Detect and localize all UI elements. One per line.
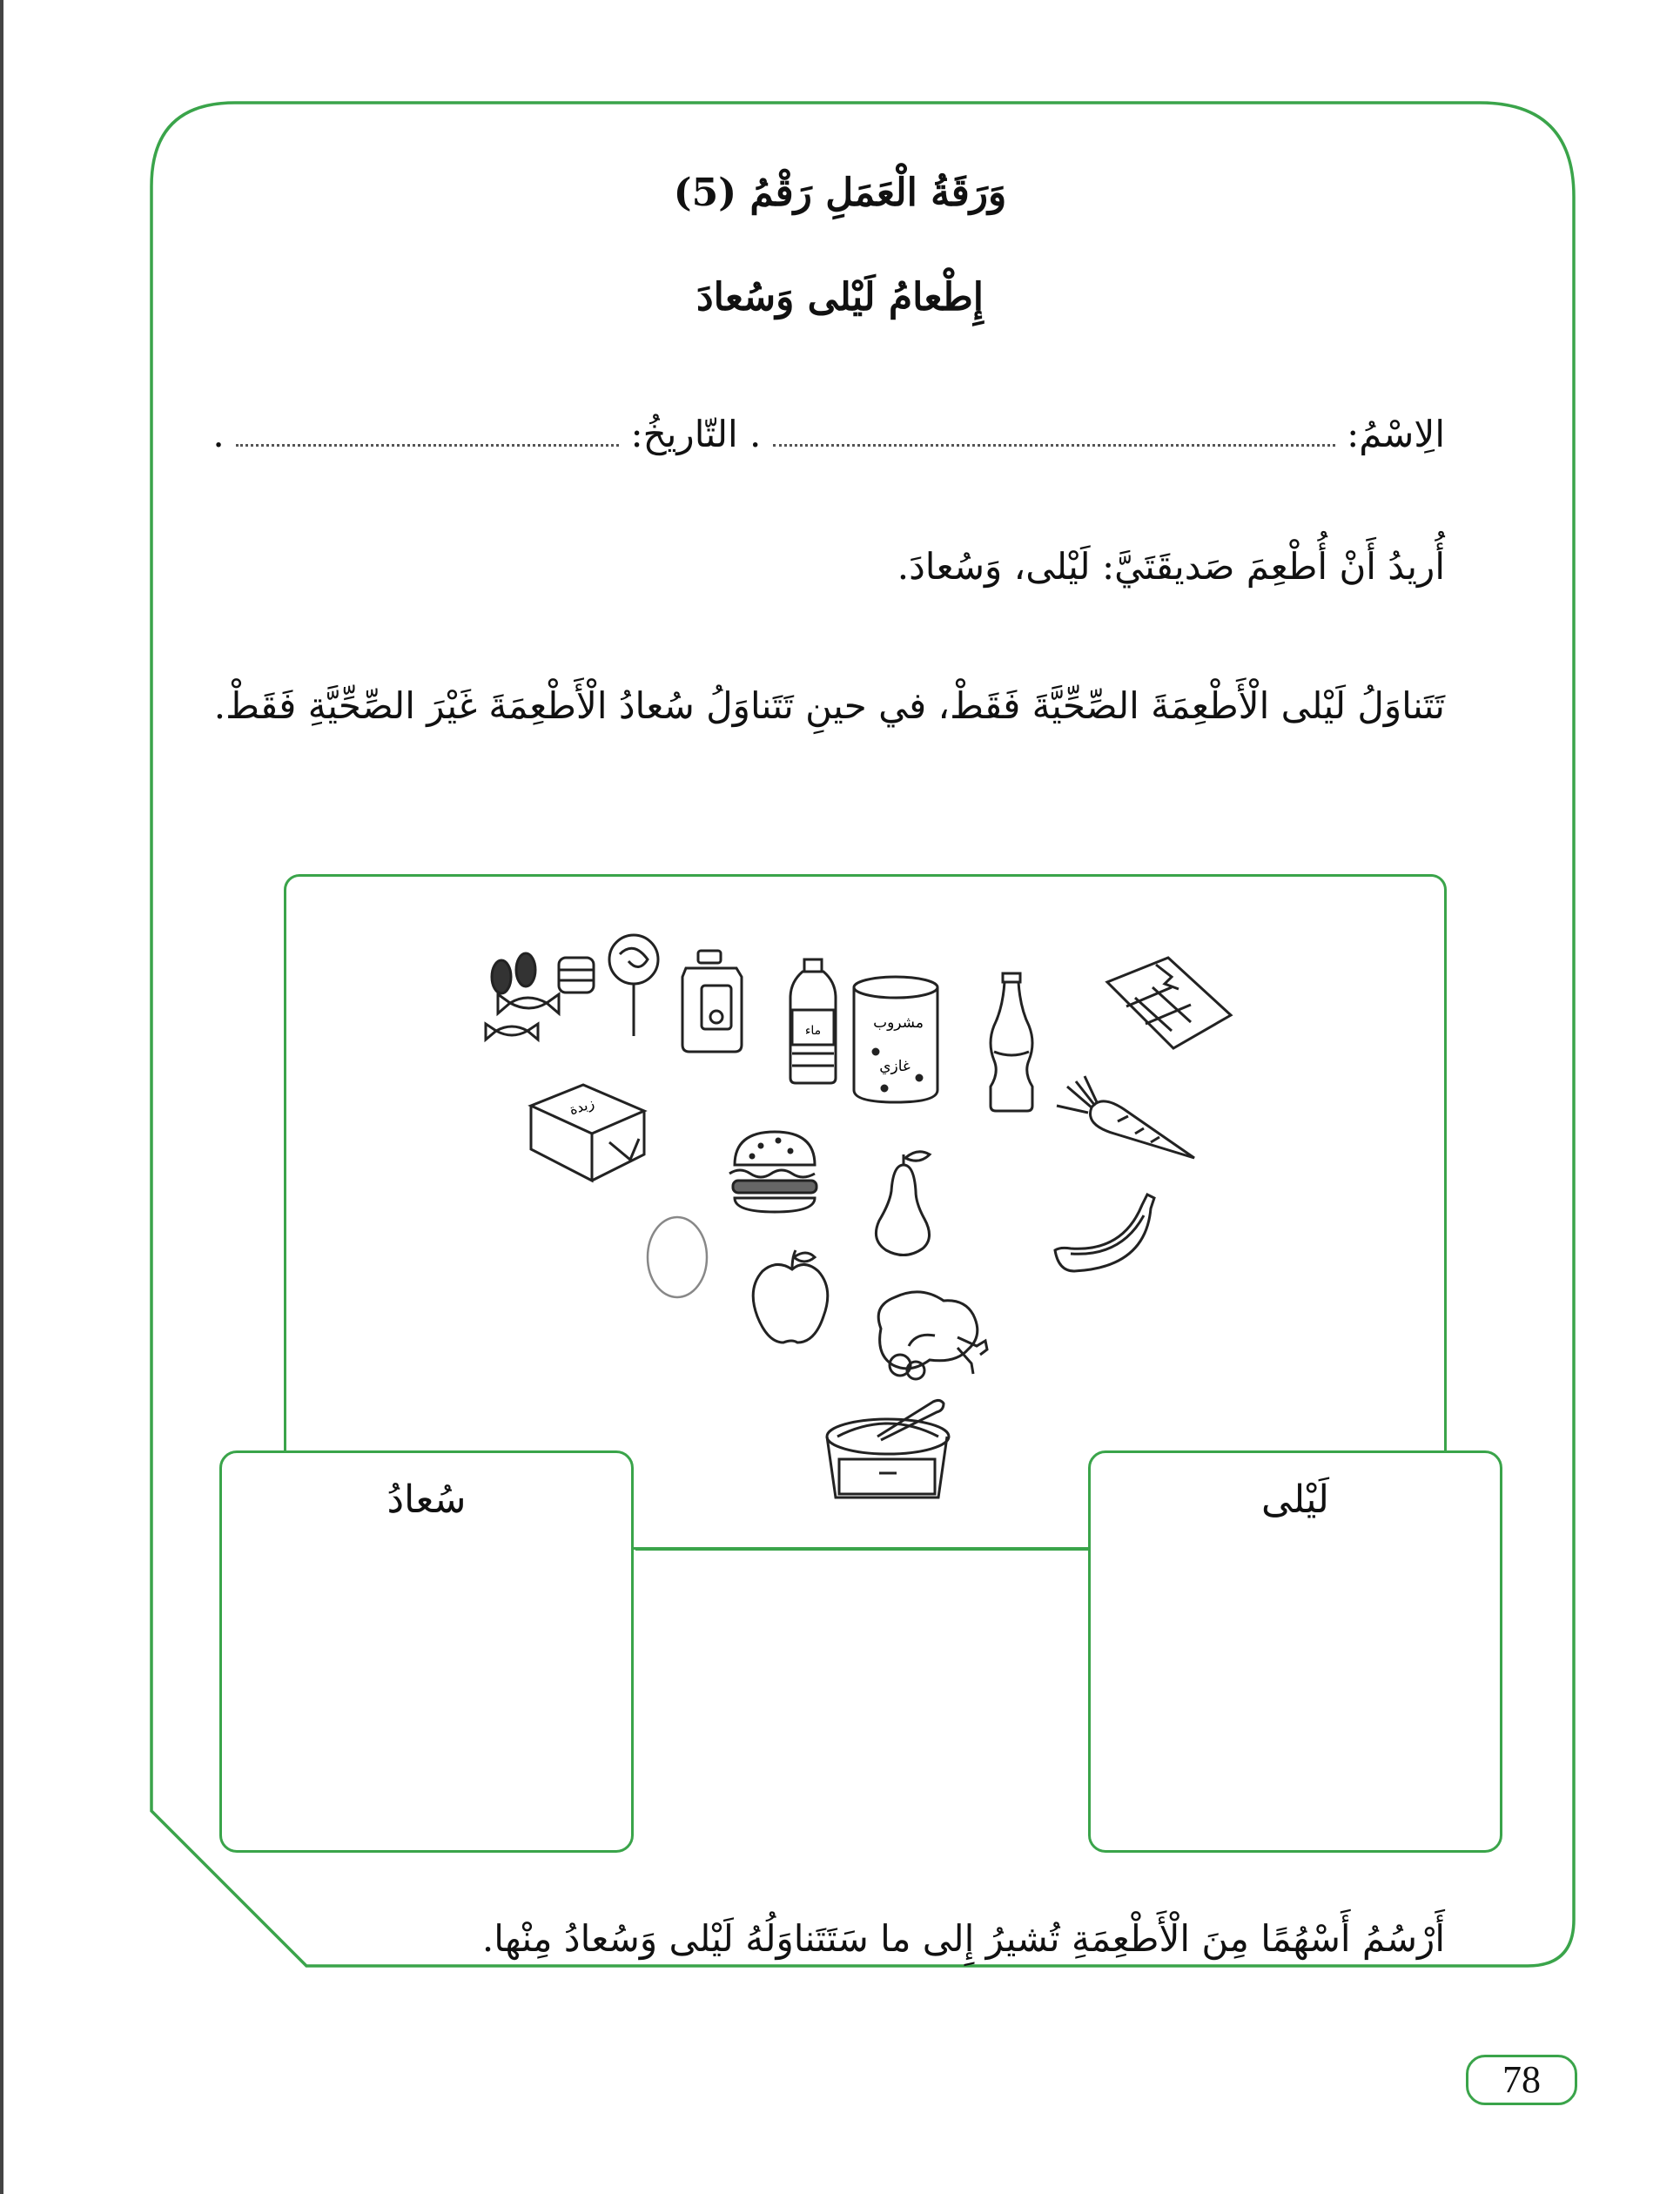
butter-block-icon[interactable] [526,1081,649,1184]
lollipop-icon[interactable] [601,928,670,1041]
worksheet-subtitle: إِطْعامُ لَيْلى وَسُعادَ [696,275,984,320]
juice-jug-icon[interactable] [675,949,750,1053]
egg-icon[interactable] [642,1210,712,1301]
carrot-icon[interactable] [1053,1073,1196,1163]
box-connector-line [635,1548,1097,1551]
cola-bottle-icon[interactable] [987,972,1036,1114]
chocolate-bar-icon[interactable] [1104,956,1234,1052]
suad-label: سُعادُ [386,1477,467,1522]
soda-can-icon[interactable] [850,973,942,1106]
chicken-icon[interactable] [867,1285,989,1381]
name-label: الِاسْمُ: [1347,413,1445,455]
intro-text: أُريدُ أَنْ أُطْعِمَ صَديقَتَيَّ: لَيْلى، وَسُعادَ. [897,545,1445,588]
yogurt-tub-icon[interactable] [823,1396,954,1504]
soda-can-label-bottom: غازي [879,1058,911,1075]
apple-icon[interactable] [750,1247,836,1344]
date-field[interactable] [236,444,619,447]
suad-box[interactable] [219,1450,634,1853]
end-dot: . [212,413,225,455]
water-label: ماء [804,1024,822,1038]
rule-text: تَتَناوَلُ لَيْلى الْأَطْعِمَةَ الصِّحِّيَّةَ فَقَطْ، في حينِ تَتَناوَلُ سُعادُ الْأَطْعِمَةَ غَيْرَ الصِّحِّيَّةِ فَقَطْ. [213,684,1445,727]
layla-label: لَيْلى [1261,1477,1329,1522]
burger-icon[interactable] [726,1128,823,1215]
page-edge-rule [0,0,3,2194]
soda-can-label-top: مشروب [873,1014,924,1032]
layla-box[interactable] [1088,1450,1502,1853]
pear-icon[interactable] [872,1149,935,1257]
instruction-text: أَرْسُمُ أَسْهُمًا مِنَ الْأَطْعِمَةِ تُشيرُ إِلى ما سَتَتَناوَلُهُ لَيْلى وَسُعادُ مِنْها. [481,1917,1445,1960]
name-field[interactable] [773,444,1335,447]
name-date-line [212,413,1445,455]
water-bottle-icon[interactable] [787,958,839,1085]
page-number: 78 [1466,2055,1577,2105]
worksheet-title: وَرَقَةُ الْعَمَلِ رَقْمُ (5) [673,171,1007,215]
banana-icon[interactable] [1052,1189,1161,1271]
butter-label: زبدة [567,1094,597,1119]
date-label: . التّاريخُ: [630,413,762,455]
